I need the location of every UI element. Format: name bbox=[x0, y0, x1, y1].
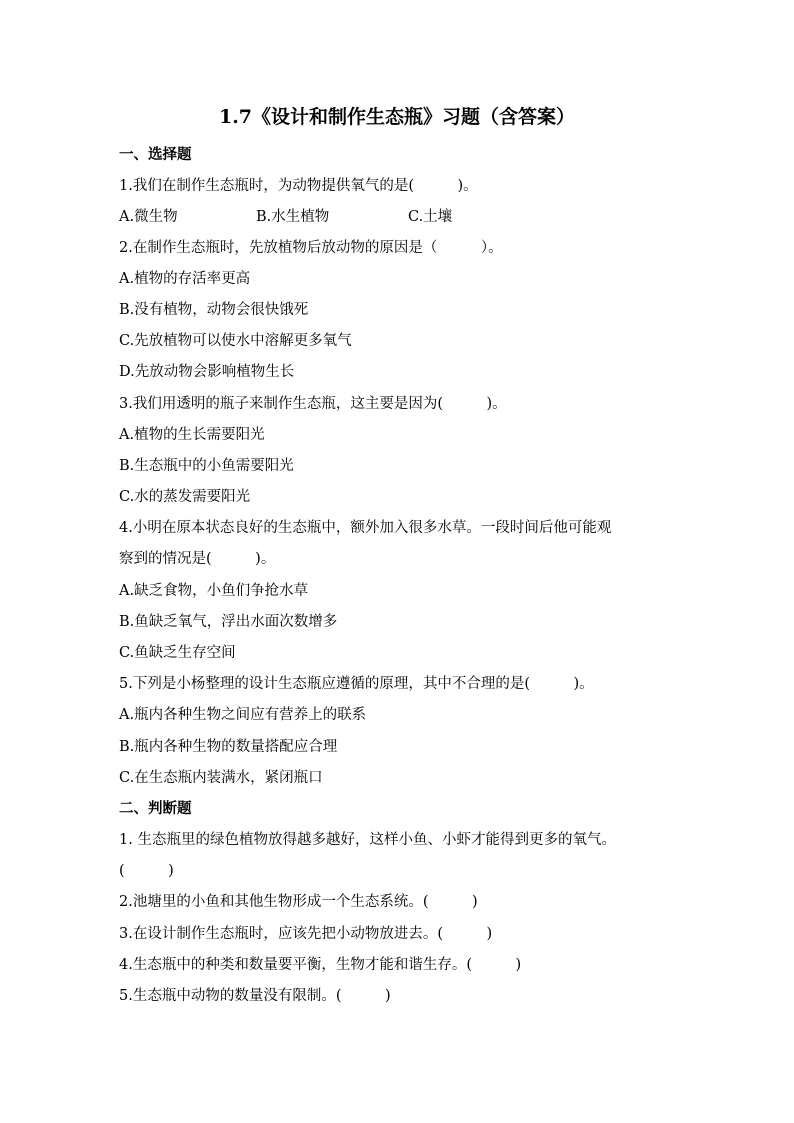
question-3-stem: 3.我们用透明的瓶子来制作生态瓶，这主要是因为( )。 bbox=[119, 396, 507, 412]
judge-3: 3.在设计制作生态瓶时，应该先把小动物放进去。( ) bbox=[119, 926, 493, 942]
question-5-option-a: A.瓶内各种生物之间应有营养上的联系 bbox=[119, 707, 367, 723]
question-1-option-b: B.水生植物 bbox=[256, 209, 330, 225]
section-heading-choice: 一、选择题 bbox=[119, 146, 192, 163]
judge-1-line2: ( ) bbox=[119, 863, 174, 879]
question-2-option-b: B.没有植物，动物会很快饿死 bbox=[119, 302, 309, 318]
section-heading-judge: 二、判断题 bbox=[119, 800, 192, 817]
question-1-stem: 1.我们在制作生态瓶时，为动物提供氧气的是( )。 bbox=[119, 178, 478, 194]
question-2-stem: 2.在制作生态瓶时，先放植物后放动物的原因是（ ）。 bbox=[119, 240, 503, 256]
question-2-option-d: D.先放动物会影响植物生长 bbox=[119, 364, 295, 380]
question-3-option-b: B.生态瓶中的小鱼需要阳光 bbox=[119, 458, 294, 474]
page-title: 1.7《设计和制作生态瓶》习题（含答案） bbox=[218, 106, 576, 128]
judge-1-line1: 1. 生态瓶里的绿色植物放得越多越好，这样小鱼、小虾才能得到更多的氧气。 bbox=[119, 832, 616, 848]
question-1-option-c: C.土壤 bbox=[408, 209, 453, 225]
question-4-option-c: C.鱼缺乏生存空间 bbox=[119, 645, 236, 661]
judge-5: 5.生态瓶中动物的数量没有限制。( ) bbox=[119, 988, 391, 1004]
question-5-option-b: B.瓶内各种生物的数量搭配应合理 bbox=[119, 739, 338, 755]
question-4-stem-line1: 4.小明在原本状态良好的生态瓶中，额外加入很多水草。一段时间后他可能观 bbox=[119, 520, 612, 536]
judge-4: 4.生态瓶中的种类和数量要平衡，生物才能和谐生存。( ) bbox=[119, 957, 522, 973]
judge-2: 2.池塘里的小鱼和其他生物形成一个生态系统。( ) bbox=[119, 894, 478, 910]
question-3-option-a: A.植物的生长需要阳光 bbox=[119, 427, 265, 443]
question-5-stem: 5.下列是小杨整理的设计生态瓶应遵循的原理，其中不合理的是( )。 bbox=[119, 676, 594, 692]
question-5-option-c: C.在生态瓶内装满水，紧闭瓶口 bbox=[119, 770, 323, 786]
question-3-option-c: C.水的蒸发需要阳光 bbox=[119, 489, 251, 505]
question-1-option-a: A.微生物 bbox=[119, 209, 178, 225]
question-1-options bbox=[119, 207, 452, 227]
question-4-option-a: A.缺乏食物，小鱼们争抢水草 bbox=[119, 583, 309, 599]
question-4-option-b: B.鱼缺乏氧气，浮出水面次数增多 bbox=[119, 614, 338, 630]
question-2-option-c: C.先放植物可以使水中溶解更多氧气 bbox=[119, 333, 352, 349]
question-2-option-a: A.植物的存活率更高 bbox=[119, 271, 251, 287]
question-4-stem-line2: 察到的情况是( )。 bbox=[119, 551, 276, 567]
